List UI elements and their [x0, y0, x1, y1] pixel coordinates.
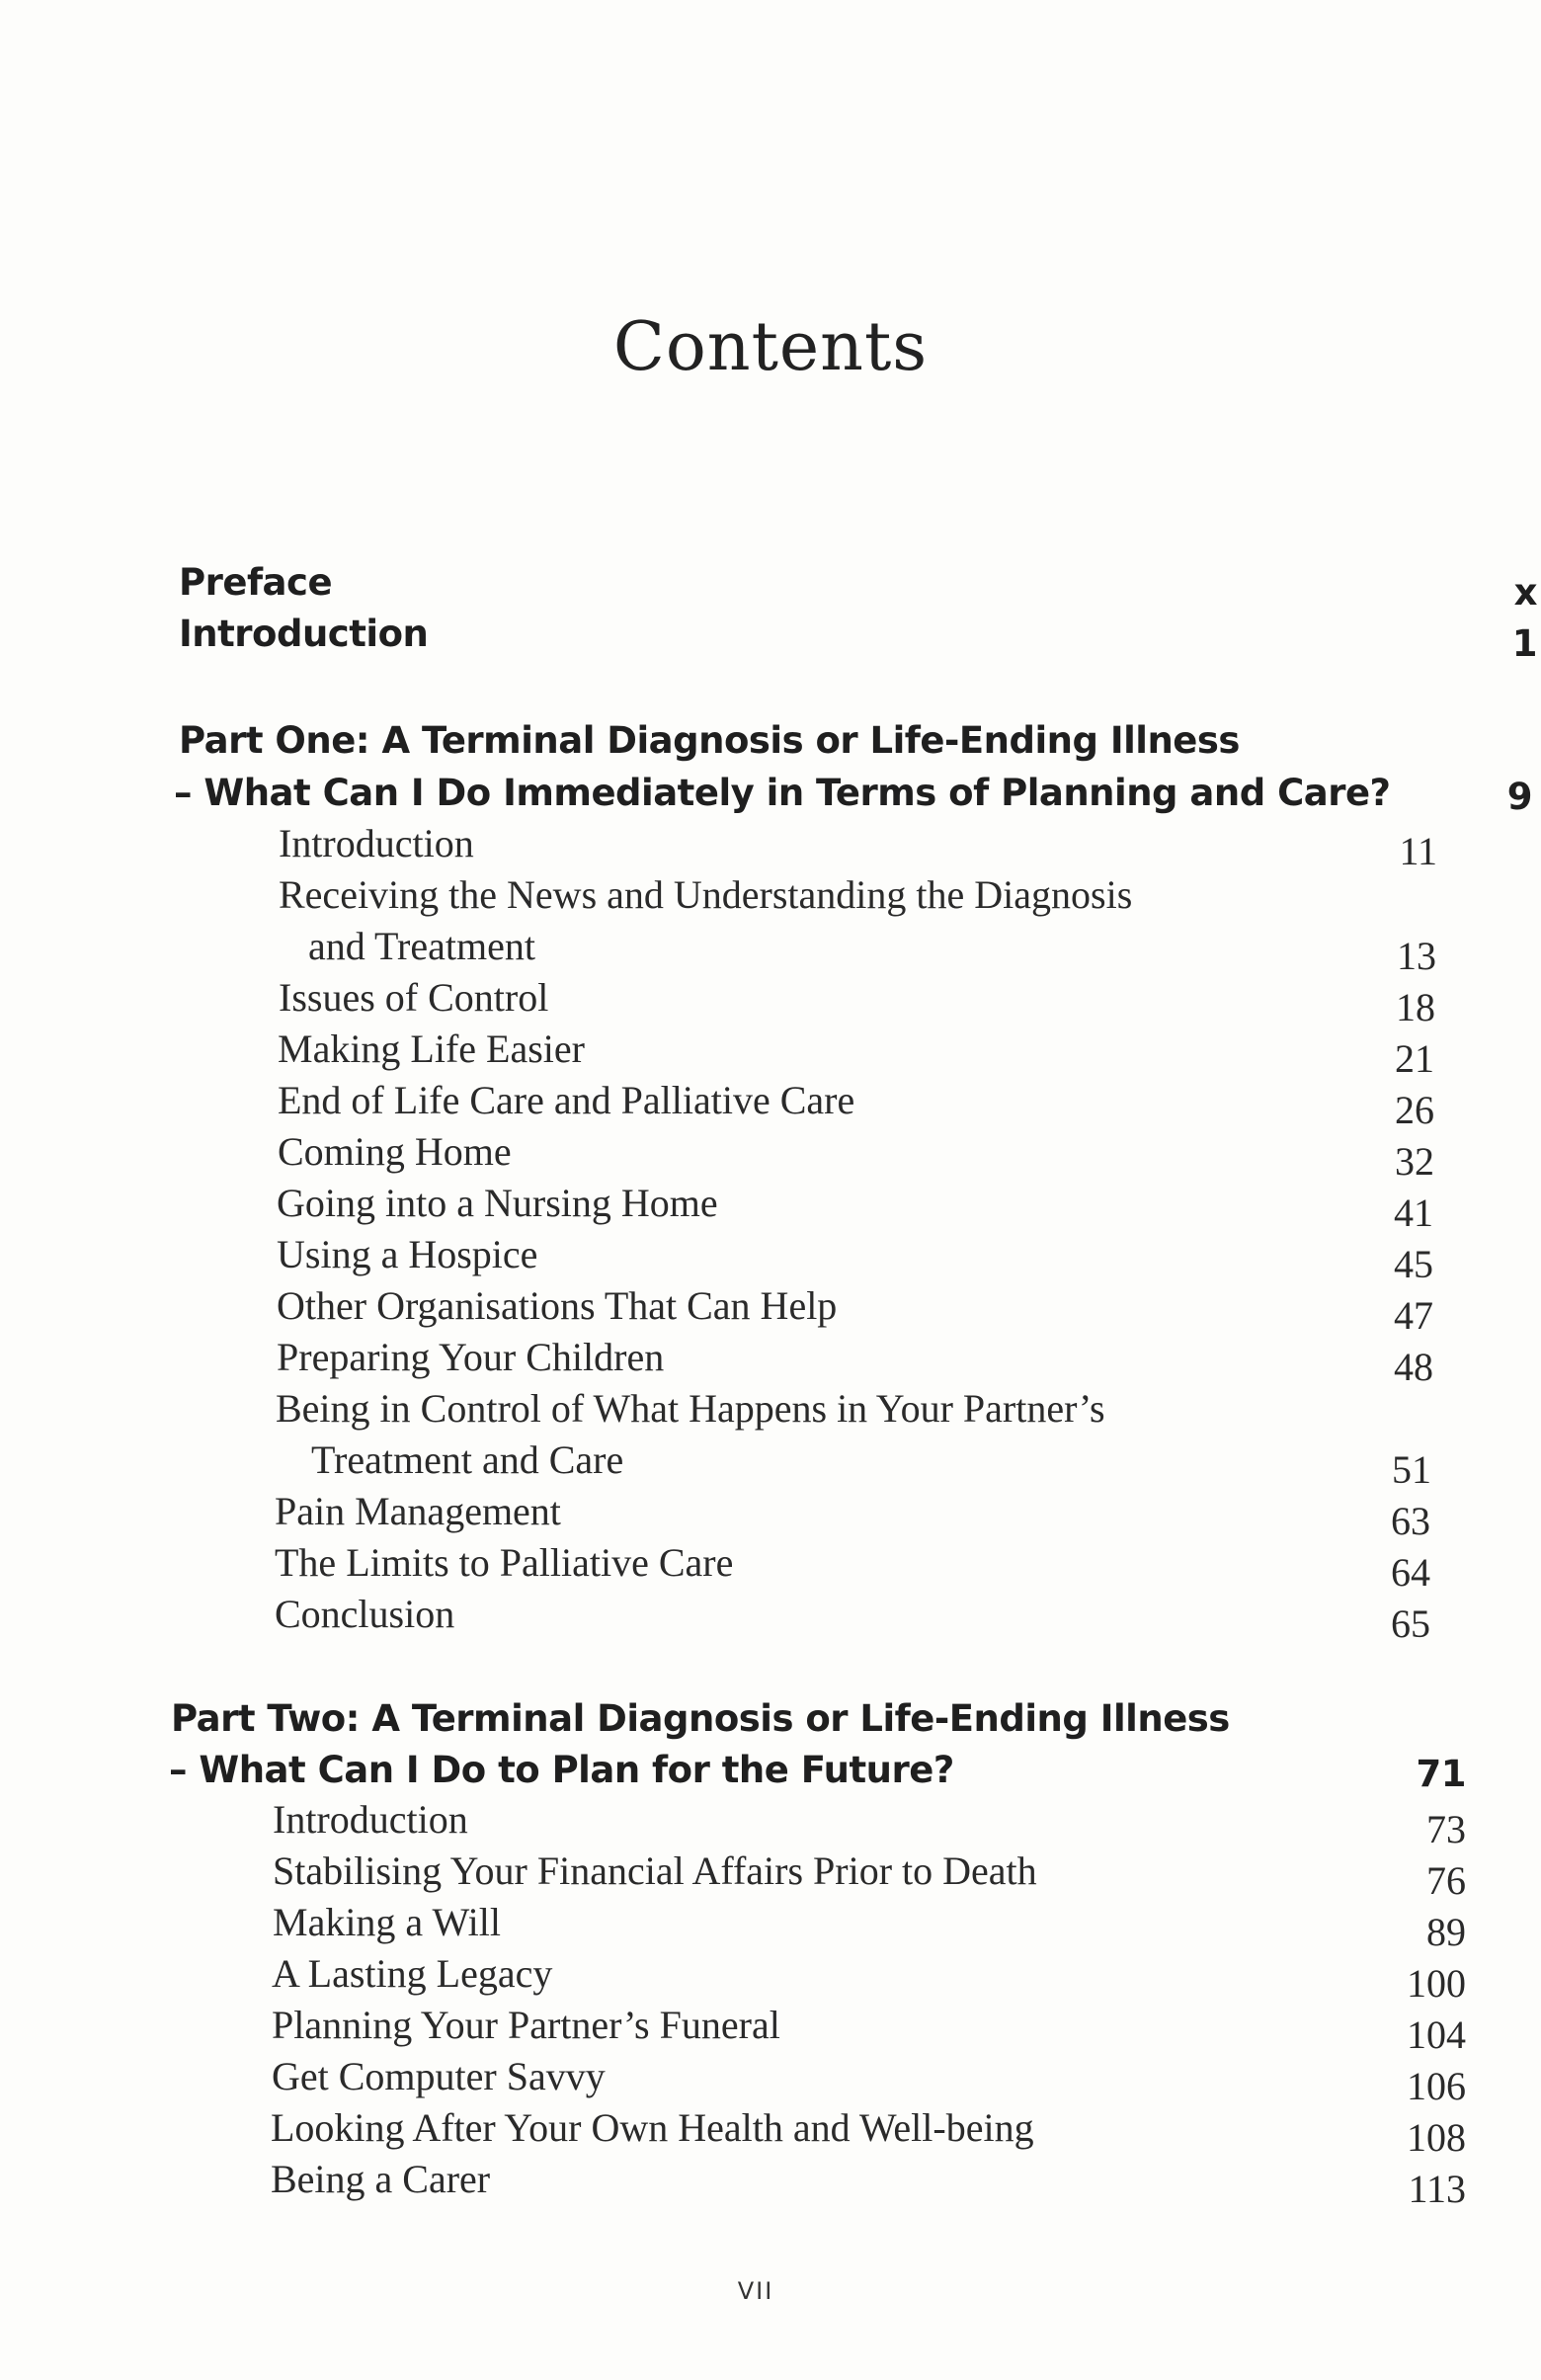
page-title: Contents	[612, 308, 929, 386]
toc-entry-label: Conclusion	[275, 1592, 455, 1636]
part-heading-line1: Part One: A Terminal Diagnosis or Life-Ending Illness	[179, 719, 1240, 762]
toc-entry-label: Introduction	[273, 1797, 468, 1842]
toc-entry-label-cont: and Treatment	[308, 924, 535, 968]
toc-entry-page: 9	[1506, 776, 1532, 818]
toc-entry-label: Preface	[179, 561, 333, 604]
toc-entry-page: 26	[1395, 1088, 1434, 1132]
toc-entry-page: 73	[1426, 1807, 1466, 1851]
toc-entry-page: 63	[1391, 1499, 1430, 1543]
toc-entry-label: Issues of Control	[279, 975, 549, 1020]
toc-entry-page: 45	[1394, 1242, 1433, 1286]
toc-entry-label: Using a Hospice	[277, 1232, 538, 1276]
toc-entry-page: 47	[1394, 1293, 1433, 1338]
part-heading-line2: – What Can I Do Immediately in Terms of Planning and Care?	[174, 772, 1391, 814]
toc-entry-label: Going into a Nursing Home	[277, 1181, 718, 1225]
toc-entry-page: 41	[1394, 1190, 1433, 1235]
toc-entry-label: Pain Management	[275, 1489, 561, 1533]
toc-entry-page: 71	[1416, 1753, 1466, 1795]
toc-entry-page: 106	[1407, 2064, 1466, 2108]
toc-entry-page: 65	[1391, 1601, 1430, 1646]
toc-entry-label: Coming Home	[278, 1129, 512, 1174]
toc-entry-page: x	[1513, 571, 1537, 614]
toc-entry-label: A Lasting Legacy	[272, 1951, 553, 1996]
toc-entry-label: The Limits to Palliative Care	[275, 1540, 734, 1585]
toc-entry-label: Receiving the News and Understanding the Diagnosis	[279, 872, 1133, 917]
toc-entry-label-cont: Treatment and Care	[311, 1437, 624, 1482]
toc-entry-page: 21	[1395, 1036, 1434, 1081]
toc-entry-label: Preparing Your Children	[277, 1335, 665, 1379]
toc-entry-page: 1	[1511, 622, 1537, 665]
toc-entry-label: Making Life Easier	[278, 1026, 585, 1071]
part-heading-line2: – What Can I Do to Plan for the Future?	[169, 1749, 954, 1791]
toc-entry-page: 89	[1426, 1910, 1466, 1954]
toc-entry-page: 51	[1392, 1447, 1431, 1492]
toc-entry-label: Planning Your Partner’s Funeral	[272, 2003, 780, 2047]
toc-entry-page: 18	[1396, 985, 1435, 1029]
toc-entry-page: 100	[1407, 1961, 1466, 2006]
toc-entry-page: 108	[1407, 2115, 1466, 2160]
toc-entry-label: Being a Carer	[271, 2157, 491, 2201]
page-number: VII	[737, 2277, 774, 2305]
part-heading-line1: Part Two: A Terminal Diagnosis or Life-Ending Illness	[171, 1697, 1230, 1740]
toc-entry-page: 76	[1426, 1858, 1466, 1903]
toc-entry-label: Other Organisations That Can Help	[277, 1283, 838, 1328]
toc-entry-page: 32	[1395, 1139, 1434, 1184]
toc-entry-page: 104	[1407, 2012, 1466, 2057]
toc-entry-label: Introduction	[279, 821, 474, 865]
toc-entry-label: Being in Control of What Happens in Your Partner’s	[276, 1386, 1105, 1431]
toc-entry-label: Making a Will	[273, 1900, 501, 1944]
toc-entry-page: 113	[1408, 2167, 1466, 2211]
toc-entry-label: End of Life Care and Palliative Care	[278, 1078, 855, 1122]
toc-entry-page: 13	[1397, 934, 1436, 978]
toc-entry-label: Stabilising Your Financial Affairs Prior to Death	[273, 1848, 1037, 1893]
toc-entry-label: Introduction	[179, 613, 429, 655]
toc-entry-label: Looking After Your Own Health and Well-being	[271, 2105, 1034, 2150]
toc-entry-page: 48	[1394, 1345, 1433, 1389]
toc-entry-page: 64	[1391, 1550, 1430, 1595]
toc-entry-page: 11	[1399, 829, 1437, 873]
toc-entry-label: Get Computer Savvy	[272, 2054, 606, 2098]
